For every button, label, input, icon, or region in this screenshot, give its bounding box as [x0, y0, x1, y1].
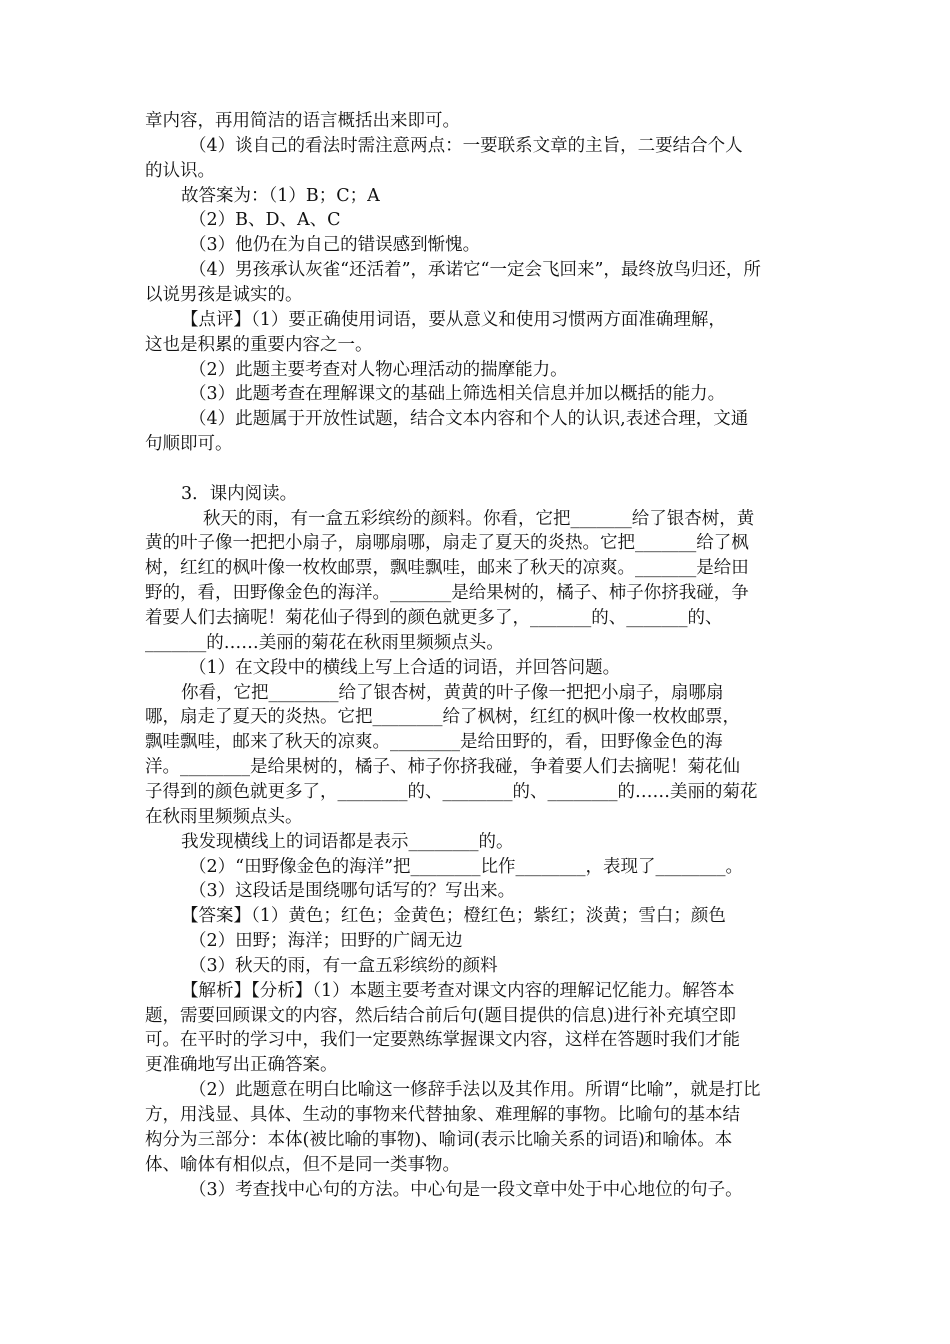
text-line: 【点评】（1）要正确使用词语，要从意义和使用习惯两方面准确理解，	[181, 309, 726, 330]
text-line: 以说男孩是诚实的。	[145, 284, 303, 305]
text-line: 洋。________是给果树的，橘子、柿子你挤我碰，争着要人们去摘呢！菊花仙	[145, 757, 740, 778]
text-line: （3）这段话是围绕哪句话写的？写出来。	[189, 881, 516, 902]
text-line: （4）男孩承认灰雀“还活着”，承诺它“一定会飞回来”，最终放鸟归还，所	[189, 260, 761, 281]
text-line: 的认识。	[145, 160, 215, 181]
text-line: 题，需要回顾课文的内容，然后结合前后句(题目提供的信息)进行补充填空即	[145, 1005, 737, 1026]
text-line: （2）B、D、A、C	[189, 210, 341, 231]
text-line: 构分为三部分：本体(被比喻的事物)、喻词(表示比喻关系的词语)和喻体。本	[145, 1129, 733, 1150]
text-line: 在秋雨里频频点头。	[145, 806, 303, 827]
text-line: 这也是积累的重要内容之一。	[145, 334, 373, 355]
text-line: 树，红红的枫叶像一枚枚邮票，飘哇飘哇，邮来了秋天的凉爽。_______是给田	[145, 558, 749, 579]
text-line: 方，用浅显、具体、生动的事物来代替抽象、难理解的事物。比喻句的基本结	[145, 1105, 740, 1125]
text-line: 可。在平时的学习中，我们一定要熟练掌握课文内容，这样在答题时我们才能	[145, 1030, 740, 1051]
text-line: 哪，扇走了夏天的炎热。它把________给了枫树，红红的枫叶像一枚枚邮票，	[145, 707, 740, 728]
text-line: _______的……美丽的菊花在秋雨里频频点头。	[145, 632, 504, 653]
text-line: 着要人们去摘呢！菊花仙子得到的颜色就更多了，_______的、_______的、	[145, 608, 723, 628]
text-line: 飘哇飘哇，邮来了秋天的凉爽。________是给田野的，看，田野像金色的海	[145, 732, 723, 753]
text-line: 更准确地写出正确答案。	[145, 1055, 338, 1076]
text-line: （4）谈自己的看法时需注意两点：一要联系文章的主旨，二要结合个人	[189, 135, 743, 156]
text-line: 3．课内阅读。	[181, 483, 298, 504]
text-line: （2）田野；海洋；田野的广阔无边	[189, 931, 463, 952]
text-line: （1）在文段中的横线上写上合适的词语，并回答问题。	[189, 657, 621, 678]
text-line: 【解析】【分析】（1）本题主要考查对课文内容的理解记忆能力。解答本	[181, 980, 735, 1001]
text-line: 你看，它把________给了银杏树，黄黄的叶子像一把把小扇子，扇哪扇	[181, 682, 724, 703]
text-line: 体、喻体有相似点，但不是同一类事物。	[145, 1154, 460, 1175]
text-line: 黄的叶子像一把把小扇子，扇哪扇哪，扇走了夏天的炎热。它把_______给了枫	[145, 533, 749, 554]
text-line: （2）此题主要考查对人物心理活动的揣摩能力。	[189, 359, 568, 380]
text-line: 我发现横线上的词语都是表示________的。	[181, 831, 514, 852]
text-line: （2）“田野像金色的海洋”把________比作________，表现了________。	[189, 856, 744, 877]
text-line: （3）考查找中心句的方法。中心句是一段文章中处于中心地位的句子。	[189, 1179, 743, 1200]
text-line: （4）此题属于开放性试题，结合文本内容和个人的认识,表述合理，文通	[189, 409, 749, 430]
text-line: （3）秋天的雨，有一盒五彩缤纷的颜料	[189, 955, 498, 976]
text-line: （3）此题考查在理解课文的基础上筛选相关信息并加以概括的能力。	[189, 384, 726, 405]
text-line: 子得到的颜色就更多了，________的、________的、________的……美丽的菊花	[145, 781, 758, 802]
text-line: （2）此题意在明白比喻这一修辞手法以及其作用。所谓“比喻”，就是打比	[189, 1080, 761, 1101]
text-line: 故答案为：（1）B；C；A	[181, 185, 380, 206]
text-line: （3）他仍在为自己的错误感到惭愧。	[189, 235, 481, 256]
text-line: 章内容，再用简洁的语言概括出来即可。	[145, 111, 460, 131]
text-line: 【答案】（1）黄色；红色；金黄色；橙红色；紫红；淡黄；雪白；颜色	[181, 906, 726, 927]
text-line: 句顺即可。	[145, 434, 233, 455]
text-line: 秋天的雨，有一盒五彩缤纷的颜料。你看，它把_______给了银杏树，黄	[203, 508, 755, 529]
text-line: 野的，看，田野像金色的海洋。_______是给果树的，橘子、柿子你挤我碰，争	[145, 583, 749, 604]
